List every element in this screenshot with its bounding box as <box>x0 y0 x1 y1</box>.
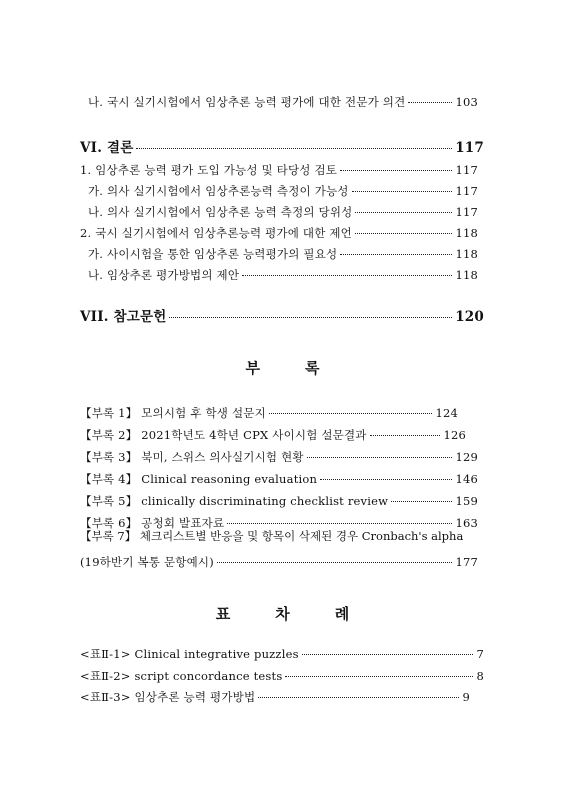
appendix-item-label: 【부록 6】 공청회 발표자료 <box>80 516 225 530</box>
heading-char: 차 <box>275 605 291 623</box>
appendix-page-number: 159 <box>455 494 478 508</box>
chapter-title: VII. 참고문헌 <box>80 309 167 325</box>
table-item[interactable] <box>80 668 484 684</box>
leader-dots <box>227 523 452 524</box>
table-item-label: <표Ⅱ-2> script concordance tests <box>80 669 283 683</box>
appendix-page-number: 163 <box>455 516 478 530</box>
toc-item[interactable] <box>80 162 478 178</box>
appendix-item[interactable] <box>80 449 478 465</box>
appendix-item[interactable] <box>80 493 478 509</box>
toc-page-number: 117 <box>455 163 478 177</box>
appendix-item-label: 【부록 3】 북미, 스위스 의사실기시험 현황 <box>80 450 304 464</box>
appendix-item-label: 【부록 1】 모의시험 후 학생 설문지 <box>80 406 266 420</box>
table-page-number: 9 <box>462 690 470 704</box>
toc-chapter-6[interactable] <box>80 136 484 156</box>
toc-chapter-7[interactable] <box>80 305 484 325</box>
toc-item-prev[interactable] <box>88 94 478 110</box>
toc-page-number: 117 <box>455 184 478 198</box>
toc-page-number: 118 <box>455 247 478 261</box>
leader-dots <box>355 212 452 213</box>
leader-dots <box>340 254 452 255</box>
toc-item-label: 가. 의사 실기시험에서 임상추론능력 측정이 가능성 <box>88 184 349 198</box>
leader-dots <box>391 501 452 502</box>
chapter-page-number: 120 <box>455 309 484 325</box>
chapter-page-number: 117 <box>455 140 484 156</box>
leader-dots <box>352 191 453 192</box>
toc-item-label: 가. 사이시험을 통한 임상추론 능력평가의 필요성 <box>88 247 338 261</box>
table-page-number: 8 <box>476 669 484 683</box>
appendix-item-label: (19하반기 복통 문항예시) <box>80 555 214 569</box>
appendix-page-number: 129 <box>455 450 478 464</box>
table-list-heading <box>0 603 566 624</box>
table-item[interactable] <box>80 646 484 662</box>
toc-item-label: 1. 임상추론 능력 평가 도입 가능성 및 타당성 검토 <box>80 163 338 177</box>
toc-item-label: 2. 국시 실기시험에서 임상추론능력 평가에 대한 제언 <box>80 226 352 240</box>
appendix-item-label: 【부록 2】 2021학년도 4학년 CPX 사이시험 설문결과 <box>80 428 367 442</box>
heading-char: 표 <box>215 605 232 623</box>
appendix-heading <box>0 357 566 378</box>
toc-item-label: 나. 국시 실기시험에서 임상추론 능력 평가에 대한 전문가 의견 <box>88 95 406 109</box>
toc-page-number: 118 <box>455 268 478 282</box>
toc-item[interactable] <box>88 183 478 199</box>
heading-char: 록 <box>305 359 321 377</box>
appendix-item-label: 【부록 4】 Clinical reasoning evaluation <box>80 472 318 486</box>
toc-page-number: 117 <box>455 205 478 219</box>
leader-dots <box>320 479 452 480</box>
toc-item[interactable] <box>80 225 478 241</box>
toc-item[interactable] <box>88 246 478 262</box>
heading-char: 례 <box>334 605 351 623</box>
leader-dots <box>136 148 452 149</box>
leader-dots <box>242 275 452 276</box>
leader-dots <box>258 697 459 698</box>
leader-dots <box>217 562 453 563</box>
appendix-item[interactable] <box>80 427 466 443</box>
toc-item-label: 나. 임상추론 평가방법의 제안 <box>88 268 240 282</box>
leader-dots <box>370 435 441 436</box>
appendix-page-number: 124 <box>435 406 458 420</box>
appendix-page-number: 146 <box>455 472 478 486</box>
leader-dots <box>169 317 452 318</box>
leader-dots <box>355 233 452 234</box>
appendix-item-7-line1[interactable]: 【부록 7】 체크리스트별 반응을 및 항목이 삭제된 경우 Cronbach's alpha <box>80 529 464 543</box>
appendix-page-number: 126 <box>443 428 466 442</box>
appendix-item-7-line2[interactable] <box>80 554 478 570</box>
appendix-item-label: 【부록 5】 clinically discriminating checklist review <box>80 494 389 508</box>
chapter-title: VI. 결론 <box>80 140 134 156</box>
toc-page-number: 118 <box>455 226 478 240</box>
toc-item-label: 나. 의사 실기시험에서 임상추론 능력 측정의 당위성 <box>88 205 353 219</box>
appendix-item[interactable] <box>80 405 458 421</box>
toc-page-number: 103 <box>455 95 478 109</box>
leader-dots <box>269 413 433 414</box>
leader-dots <box>302 654 474 655</box>
table-item-label: <표Ⅱ-1> Clinical integrative puzzles <box>80 647 299 661</box>
appendix-page-number: 177 <box>455 555 478 569</box>
table-page-number: 7 <box>476 647 484 661</box>
leader-dots <box>340 170 452 171</box>
leader-dots <box>408 102 452 103</box>
heading-char: 부 <box>245 359 261 377</box>
table-item-label: <표Ⅱ-3> 임상추론 능력 평가방법 <box>80 690 256 704</box>
toc-item[interactable] <box>88 204 478 220</box>
appendix-item[interactable] <box>80 471 478 487</box>
table-item[interactable] <box>80 689 470 705</box>
leader-dots <box>285 676 473 677</box>
leader-dots <box>307 457 453 458</box>
toc-item[interactable] <box>88 267 478 283</box>
